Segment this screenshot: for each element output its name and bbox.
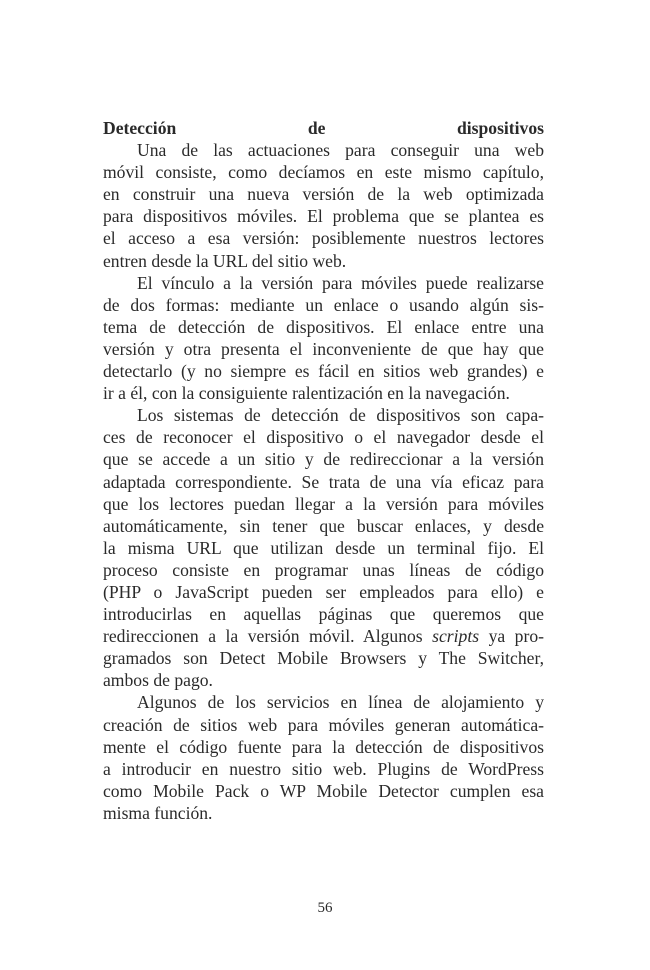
text-line: detectarlo (y no siempre es fácil en sitios web grandes) e — [103, 361, 544, 382]
text-line: en construir una nueva versión de la web optimizada — [103, 184, 544, 205]
text-run: redireccionen a la versión móvil. Algunos — [103, 626, 433, 647]
text-line: Una de las actuaciones para conseguir una web — [137, 140, 544, 161]
page-number: 56 — [317, 900, 333, 916]
text-line: Los sistemas de detección de dispositivos son capa- — [137, 405, 544, 426]
text-line: que se accede a un sitio y de redireccionar a la versión — [103, 449, 544, 470]
text-line: Algunos de los servicios en línea de alojamiento y — [137, 692, 544, 713]
paragraph-4 — [103, 691, 544, 824]
text-line: gramados son Detect Mobile Browsers y The Switcher, — [103, 648, 544, 669]
text-line: móvil consiste, como decíamos en este mismo capítulo, — [103, 162, 544, 183]
text-line: automáticamente, sin tener que buscar enlaces, y desde — [103, 515, 544, 536]
text-line: mente el código fuente para la detección de dispositivos — [103, 736, 544, 757]
text-line: la misma URL que utilizan desde un terminal fijo. El — [103, 537, 544, 558]
text-line: tema de detección de dispositivos. El enlace entre una — [103, 316, 544, 337]
text-line: el acceso a esa versión: posiblemente nuestros lectores — [103, 228, 544, 249]
text-line: misma función. — [103, 802, 213, 823]
text-line: que los lectores puedan llegar a la versión para móviles — [103, 493, 544, 514]
text-line: como Mobile Pack o WP Mobile Detector cumplen esa — [103, 780, 544, 801]
text-line-with-italic — [103, 625, 544, 647]
text-line: creación de sitios web para móviles generan automática- — [103, 714, 544, 735]
text-line: ambos de pago. — [103, 670, 213, 691]
text-line: El vínculo a la versión para móviles puede realizarse — [137, 272, 544, 293]
text-line: para dispositivos móviles. El problema que se plantea es — [103, 206, 544, 227]
text-line: proceso consiste en programar unas líneas de código — [103, 559, 544, 580]
paragraph-2 — [103, 272, 544, 405]
paragraph-3 — [103, 404, 544, 691]
text-line: introducirlas en aquellas páginas que queremos que — [103, 604, 544, 625]
text-line: entren desde la URL del sitio web. — [103, 250, 347, 271]
text-line: de dos formas: mediante un enlace o usando algún sis- — [103, 294, 544, 315]
text-run: ya pro- — [479, 626, 544, 647]
italic-word: scripts — [432, 626, 480, 647]
text-line: (PHP o JavaScript pueden ser empleados para ello) e — [103, 581, 544, 602]
text-line: ir a él, con la consiguiente ralentización en la navegación. — [103, 383, 510, 404]
text-line: a introducir en nuestro sitio web. Plugins de WordPress — [103, 758, 544, 779]
text-line: adaptada correspondiente. Se trata de una vía eficaz para — [103, 471, 544, 492]
text-line: versión y otra presenta el inconveniente de que hay que — [103, 338, 544, 359]
body-text — [103, 117, 544, 824]
paragraph-1 — [103, 139, 544, 272]
section-heading: Detección de dispositivos — [103, 118, 544, 138]
text-line: ces de reconocer el dispositivo o el navegador desde el — [103, 427, 544, 448]
